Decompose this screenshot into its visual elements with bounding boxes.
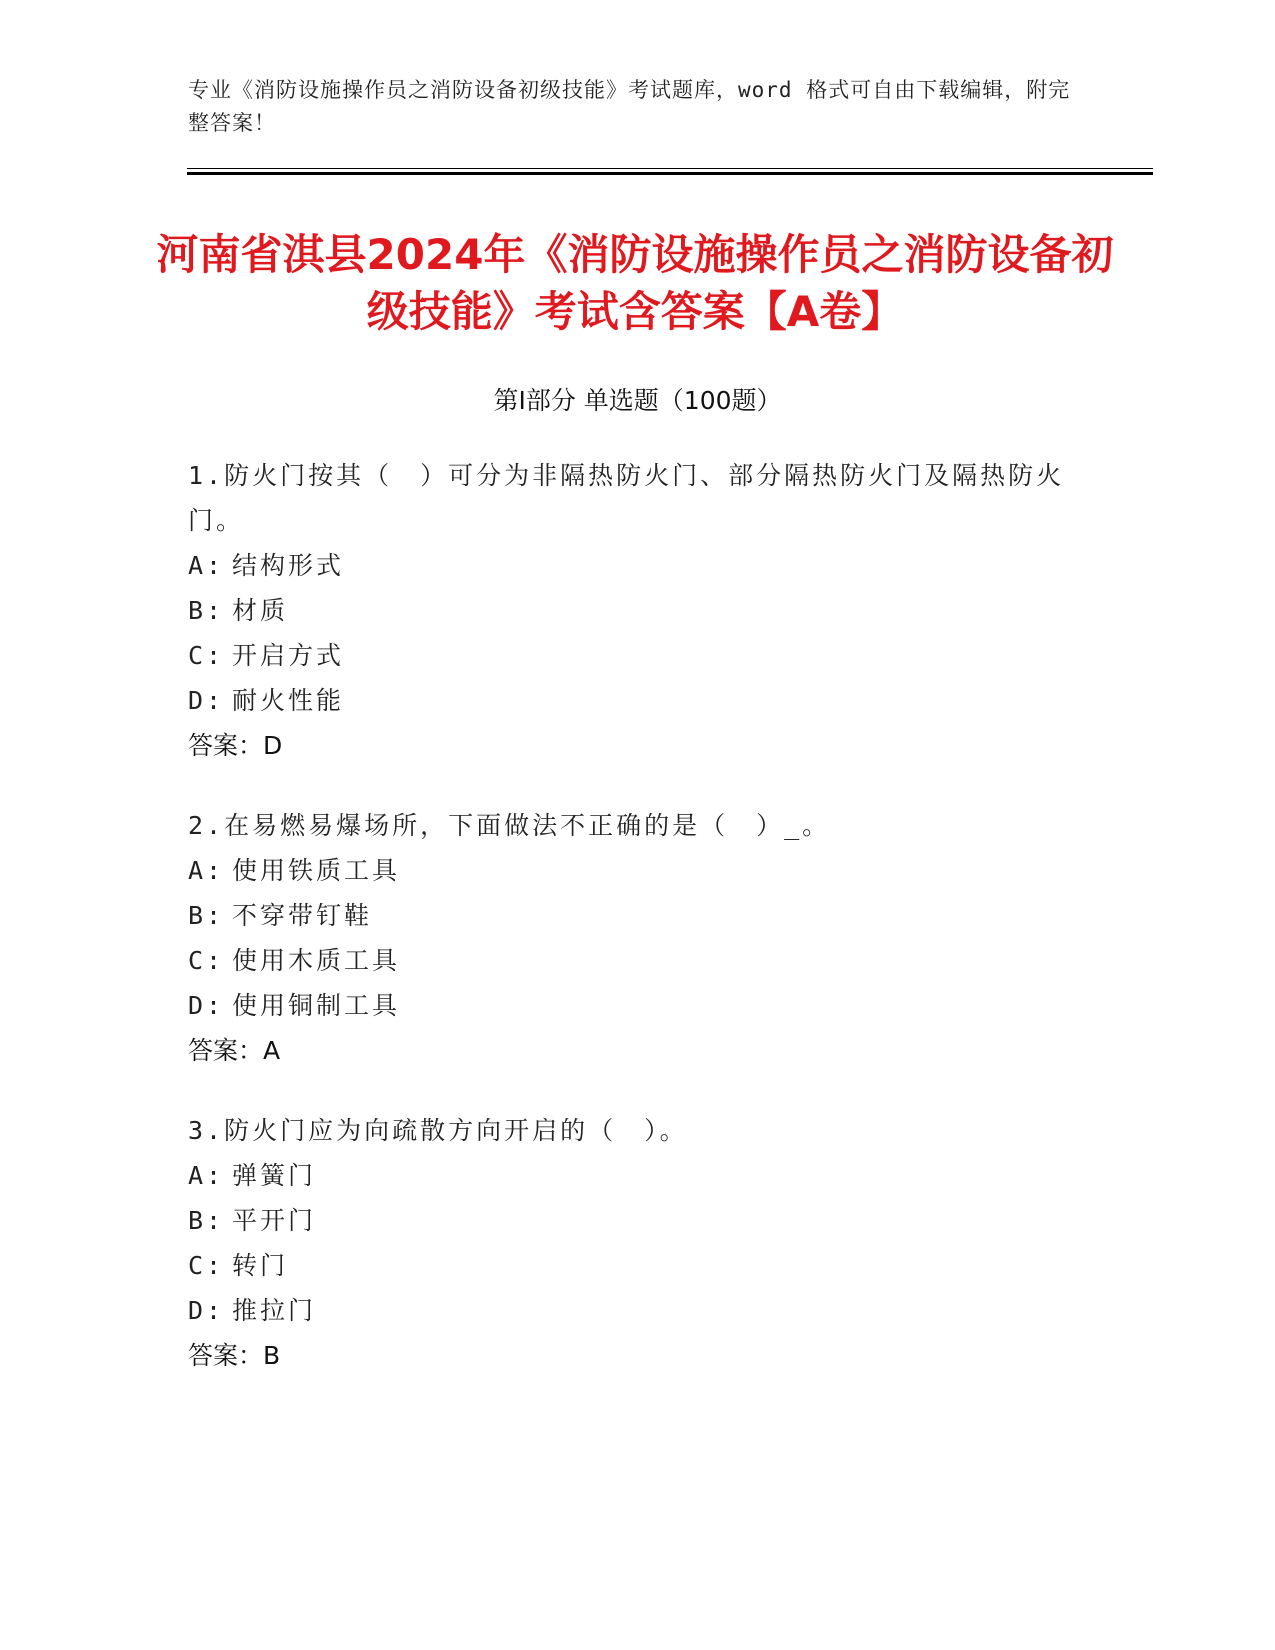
option-b <box>188 893 1068 938</box>
option-text: 平开门 <box>232 1206 317 1235</box>
header-rule-thick <box>187 172 1153 175</box>
option-a <box>188 543 1068 588</box>
option-text: 材质 <box>232 596 289 625</box>
option-text: 不穿带钉鞋 <box>232 901 373 930</box>
option-text: 转门 <box>232 1251 289 1280</box>
option-a <box>188 848 1068 893</box>
option-c <box>188 1243 1068 1288</box>
option-text: 耐火性能 <box>232 686 345 715</box>
option-key: C: <box>188 641 225 670</box>
question-2 <box>188 803 1068 1073</box>
option-text: 使用铁质工具 <box>232 856 401 885</box>
option-key: A: <box>188 856 225 885</box>
option-key: B: <box>188 1206 225 1235</box>
header-note: 专业《消防设施操作员之消防设备初级技能》考试题库，word 格式可自由下载编辑，附完整答案！ <box>188 78 1071 135</box>
option-key: C: <box>188 946 225 975</box>
option-key: B: <box>188 596 225 625</box>
option-a <box>188 1153 1068 1198</box>
question-stem: 2.在易燃易爆场所，下面做法不正确的是（ ）_。 <box>188 811 831 840</box>
option-c <box>188 633 1068 678</box>
answer-line: 答案：B <box>188 1341 281 1370</box>
option-key: A: <box>188 1161 225 1190</box>
option-b <box>188 1198 1068 1243</box>
question-stem: 1.防火门按其（ ）可分为非隔热防火门、部分隔热防火门及隔热防火门。 <box>188 461 1065 535</box>
option-key: A: <box>188 551 225 580</box>
question-1 <box>188 453 1068 768</box>
option-key: B: <box>188 901 225 930</box>
option-text: 使用木质工具 <box>232 946 401 975</box>
document-title: 河南省淇县2024年《消防设施操作员之消防设备初级技能》考试含答案【A卷】 <box>156 230 1114 336</box>
option-b <box>188 588 1068 633</box>
option-text: 结构形式 <box>232 551 345 580</box>
option-key: C: <box>188 1251 225 1280</box>
header-rule-thin <box>187 168 1153 169</box>
option-d <box>188 678 1068 723</box>
option-key: D: <box>188 1296 225 1325</box>
option-d <box>188 1288 1068 1333</box>
option-text: 开启方式 <box>232 641 345 670</box>
option-text: 弹簧门 <box>232 1161 317 1190</box>
option-text: 使用铜制工具 <box>232 991 401 1020</box>
option-key: D: <box>188 991 225 1020</box>
question-3 <box>188 1108 1068 1378</box>
answer-line: 答案：A <box>188 1036 281 1065</box>
answer-line: 答案：D <box>188 731 283 760</box>
question-stem: 3.防火门应为向疏散方向开启的（ ）。 <box>188 1116 688 1145</box>
option-text: 推拉门 <box>232 1296 317 1325</box>
option-key: D: <box>188 686 225 715</box>
section-heading: 第Ⅰ部分 单选题（100题） <box>493 386 782 415</box>
option-c <box>188 938 1068 983</box>
option-d <box>188 983 1068 1028</box>
